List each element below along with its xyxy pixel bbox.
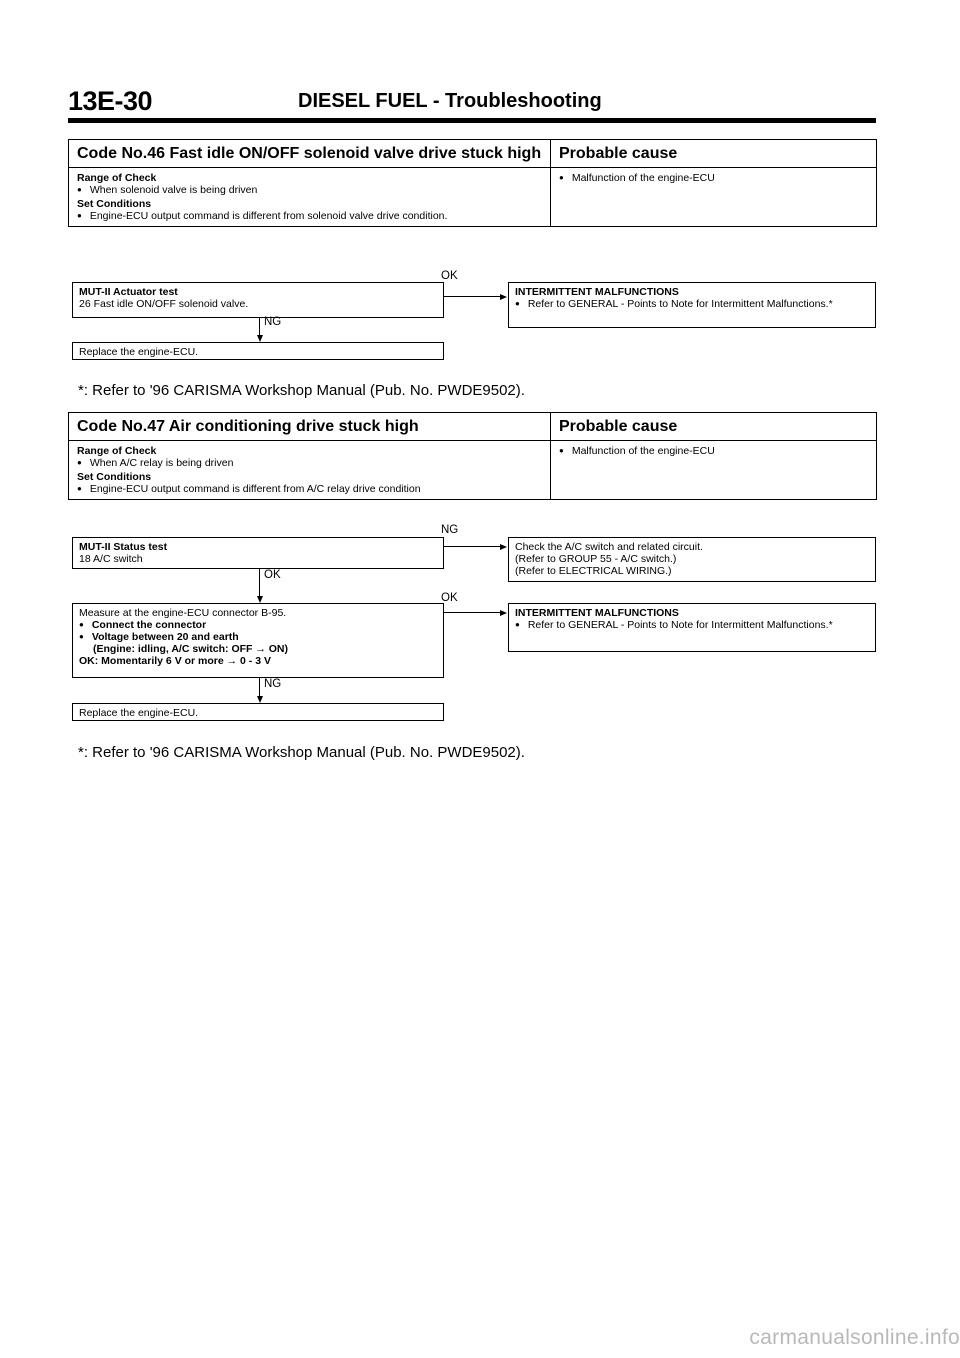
page-number: 13E-30: [68, 86, 153, 116]
flow1-ng-result-box: [72, 342, 444, 360]
flow1-ok-result-box: [508, 282, 876, 328]
flow1-step1-box: [72, 282, 444, 318]
cause-item: ● Malfunction of the engine-ECU: [559, 172, 868, 184]
flow2-step1-box: [72, 537, 444, 569]
code-46-cause-cell: [551, 168, 877, 227]
flow2-ng-result-2-box: [72, 703, 444, 721]
range-heading: Range of Check: [77, 172, 157, 184]
flow1-step1-title: MUT-II Actuator test: [79, 286, 178, 298]
code-46-range-cell: [69, 168, 551, 227]
flow2-ng-result-1-box: [508, 537, 876, 582]
flow1-ok-label: OK: [441, 270, 458, 282]
cause-item: ● Malfunction of the engine-ECU: [559, 445, 868, 457]
flow2-step2-ok-value: Momentarily 6 V or more → 0 - 3 V: [101, 655, 271, 667]
page-title: DIESEL FUEL - Troubleshooting: [298, 90, 602, 112]
code-47-probable-cause-heading: Probable cause: [551, 413, 877, 441]
set-heading: Set Conditions: [77, 198, 152, 210]
flow1-ng-label: NG: [264, 316, 282, 328]
code-47-title: Code No.47 Air conditioning drive stuck high: [69, 413, 551, 441]
range-heading: Range of Check: [77, 445, 157, 457]
flow2-step2-condition: (Engine: idling, A/C switch: OFF → ON): [93, 643, 289, 655]
flow2-ng-arrowhead-2: [257, 696, 263, 703]
flow2-step1-title: MUT-II Status test: [79, 541, 168, 553]
flow2-ok-label-2: OK: [441, 592, 458, 604]
flow2-ok-arrowhead-1: [257, 596, 263, 603]
flow1-ok-connector: [444, 296, 500, 297]
flow2-ng-arrowhead-1: [500, 544, 507, 550]
flow2-ok-connector-2: [444, 612, 500, 613]
code-46-table: [68, 139, 877, 227]
range-item: ● When solenoid valve is being driven: [77, 184, 542, 196]
footnote-1: *: Refer to '96 CARISMA Workshop Manual (Pub. No. PWDE9502).: [78, 382, 525, 399]
flow2-ng-connector-2: [259, 678, 260, 696]
flow2-step1-text: 18 A/C switch: [79, 553, 143, 565]
set-item: ● Engine-ECU output command is different from solenoid valve drive condition.: [77, 210, 542, 222]
flow2-ng-result-2: Replace the engine-ECU.: [79, 707, 199, 719]
flow2-ng-result-1-line1: Check the A/C switch and related circuit.: [515, 541, 703, 553]
flow2-ok-result-title: INTERMITTENT MALFUNCTIONS: [515, 607, 679, 619]
set-item: ● Engine-ECU output command is different from A/C relay drive condition: [77, 483, 542, 495]
range-item: ● When A/C relay is being driven: [77, 457, 542, 469]
flow1-ng-connector: [259, 318, 260, 335]
flow2-step2-bullet2: ● Voltage between 20 and earth: [79, 631, 437, 643]
code-46-probable-cause-heading: Probable cause: [551, 140, 877, 168]
set-heading: Set Conditions: [77, 471, 152, 483]
code-47-table: [68, 412, 877, 500]
flow2-ok-label-1: OK: [264, 569, 281, 581]
code-47-cause-cell: [551, 441, 877, 500]
watermark: carmanualsonline.info: [749, 1326, 960, 1349]
flow1-ok-result-text: ● Refer to GENERAL - Points to Note for Intermittent Malfunctions.*: [515, 298, 869, 310]
flow1-ng-result: Replace the engine-ECU.: [79, 346, 199, 358]
flow1-step1-text: 26 Fast idle ON/OFF solenoid valve.: [79, 298, 249, 310]
code-47-range-cell: [69, 441, 551, 500]
flow2-ng-result-1-line2: (Refer to GROUP 55 - A/C switch.): [515, 553, 677, 565]
flow1-ok-arrowhead: [500, 294, 507, 300]
flow2-ok-result-box: [508, 603, 876, 652]
flow1-ng-arrowhead: [257, 335, 263, 342]
flow2-ng-connector-1: [444, 546, 500, 547]
flow2-step2-bullet1: ● Connect the connector: [79, 619, 437, 631]
flow2-step2-box: [72, 603, 444, 678]
flow2-ok-result-text: ● Refer to GENERAL - Points to Note for Intermittent Malfunctions.*: [515, 619, 869, 631]
flow2-step2-ok-label: OK:: [79, 655, 99, 667]
flow2-ng-label-2: NG: [264, 678, 282, 690]
footnote-2: *: Refer to '96 CARISMA Workshop Manual (Pub. No. PWDE9502).: [78, 744, 525, 761]
code-46-title: Code No.46 Fast idle ON/OFF solenoid valve drive stuck high: [69, 140, 551, 168]
flow2-ok-connector-1: [259, 569, 260, 596]
flow2-step2-line1: Measure at the engine-ECU connector B-95.: [79, 607, 287, 619]
flow2-ng-label-1: NG: [441, 524, 459, 536]
header-rule: [68, 118, 876, 123]
flow1-ok-result-title: INTERMITTENT MALFUNCTIONS: [515, 286, 679, 298]
flow2-ok-arrowhead-2: [500, 610, 507, 616]
flow2-ng-result-1-line3: (Refer to ELECTRICAL WIRING.): [515, 565, 672, 577]
